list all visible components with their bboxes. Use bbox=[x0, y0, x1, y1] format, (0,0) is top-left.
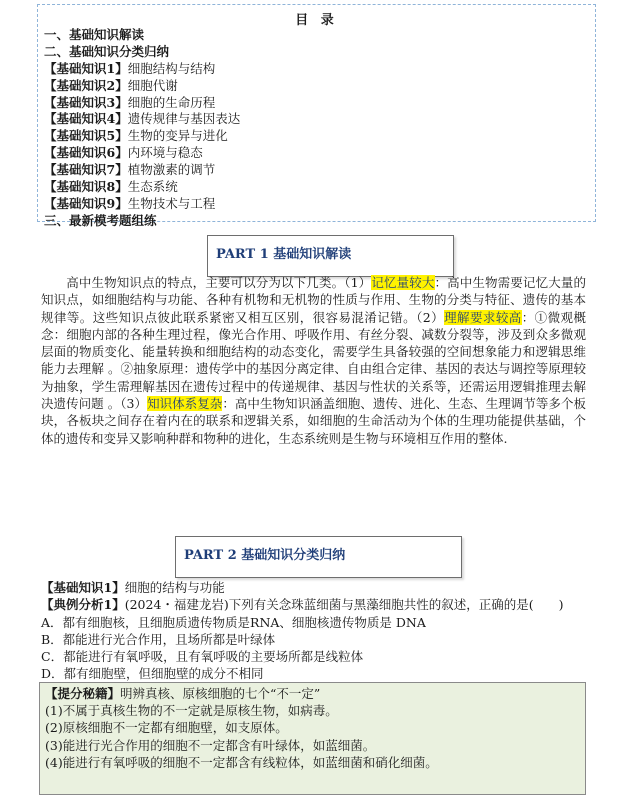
toc-item[interactable]: 【基础知识7】植物激素的调节 bbox=[44, 162, 216, 178]
toc-title: 目 录 bbox=[295, 13, 338, 28]
toc-item[interactable]: 【基础知识6】内环境与稳态 bbox=[44, 145, 203, 161]
toc-item[interactable]: 【基础知识9】生物技术与工程 bbox=[44, 195, 216, 211]
table-of-contents bbox=[37, 4, 596, 228]
section-heading: 【基础知识1】细胞的结构与功能 bbox=[41, 580, 225, 595]
part1-paragraph: 高中生物知识点的特点，主要可以分为以下几类。（1）记忆量较大：高中生物需要记忆大量的知识点，如细胞结构与功能、各种有机物和无机物的性质与作用、生物的分类与特征、遗传的基本规律等。这些知识点彼此联系紧密又相互区别，很容易混淆记错。（2）理解要求较高：①微观概念：细胞内部的各种生理过程，像光合作用、呼吸作用、有丝分裂、减数分裂等，涉及到众多微观层面的物质变化、能量转换和细胞结构的动态变化，需要学生具备较强的空间想象能力和逻辑思维能力去理解 。②抽象原理：遗传学中的基因分离定律、自由组合定律、基因的表达与调控等原理较为抽象，学生需理解基因在遗传过程中的传递规律、基因与性状的关系等，还需运用逻辑推理去解决遗传问题 。（3）知识体系复杂：高中生物知识涵盖细胞、遗传、进化、生态、生理调节等多个板块，各板块之间存在着内在的联系和逻辑关系，如细胞的生命活动为个体的生理功能提供基础，个体的遗传和变异又影响种群和物种的进化，生态系统则是生物与环境相互作用的整体. bbox=[41, 275, 586, 446]
toc-item[interactable]: 【基础知识5】生物的变异与进化 bbox=[44, 128, 228, 144]
answer-options bbox=[41, 614, 426, 682]
highlight-system: 知识体系复杂 bbox=[147, 396, 223, 412]
tip-item: (3)能进行光合作用的细胞不一定都含有叶绿体，如蓝细菌。 bbox=[45, 737, 376, 753]
option-a[interactable]: A．都有细胞核，且细胞质遗传物质是RNA、细胞核遗传物质是 DNA bbox=[41, 615, 426, 630]
option-d[interactable]: D．都有细胞壁，但细胞壁的成分不相同 bbox=[41, 666, 264, 681]
example-question: 【典例分析1】(2024・福建龙岩)下列有关念珠蓝细菌与黑藻细胞共性的叙述，正确的是( ) bbox=[41, 597, 564, 612]
part2-heading: PART 2 基础知识分类归纳 bbox=[175, 536, 462, 578]
toc-item[interactable]: 二、基础知识分类归纳 bbox=[44, 43, 170, 59]
toc-item[interactable]: 三、最新模考题组练 bbox=[44, 212, 157, 228]
tip-item: (4)能进行有氧呼吸的细胞不一定都含有线粒体，如蓝细菌和硝化细菌。 bbox=[45, 754, 438, 770]
option-b[interactable]: B．都能进行光合作用，且场所都是叶绿体 bbox=[41, 632, 276, 647]
toc-item[interactable]: 【基础知识3】细胞的生命历程 bbox=[44, 94, 216, 110]
toc-list bbox=[44, 27, 240, 230]
toc-item[interactable]: 【基础知识8】生态系统 bbox=[44, 179, 178, 195]
tip-item: (1)不属于真核生物的不一定就是原核生物，如病毒。 bbox=[45, 703, 338, 719]
tips-heading: 【提分秘籍】明辨真核、原核细胞的七个“不一定” bbox=[45, 686, 321, 701]
highlight-understanding: 理解要求较高 bbox=[444, 309, 522, 325]
toc-item[interactable]: 【基础知识4】遗传规律与基因表达 bbox=[44, 111, 241, 127]
option-c[interactable]: C．都能进行有氧呼吸，且有氧呼吸的主要场所都是线粒体 bbox=[41, 649, 364, 664]
highlight-memory: 记忆量较大 bbox=[371, 275, 435, 290]
toc-item[interactable]: 一、基础知识解读 bbox=[44, 27, 145, 42]
tip-item: (2)原核细胞不一定都有细胞壁，如支原体。 bbox=[45, 720, 288, 736]
toc-item[interactable]: 【基础知识1】细胞结构与结构 bbox=[44, 60, 216, 76]
toc-item[interactable]: 【基础知识2】细胞代谢 bbox=[44, 77, 178, 93]
tips-box bbox=[39, 682, 586, 795]
part1-heading: PART 1 基础知识解读 bbox=[207, 235, 454, 277]
